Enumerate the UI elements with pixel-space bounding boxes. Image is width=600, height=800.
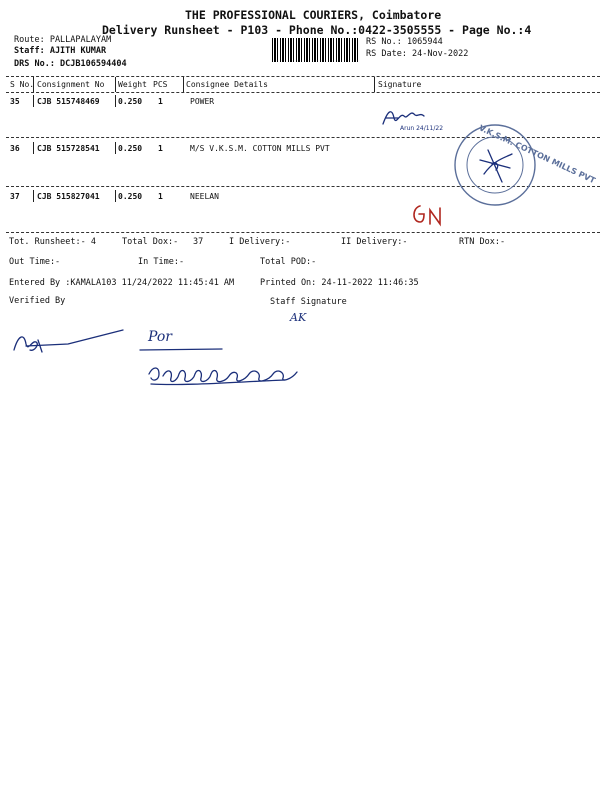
row35-signature-date: Arun 24/11/22 — [400, 125, 444, 132]
row-rule — [6, 232, 600, 233]
stamp-label: V.K.S.M. COTTON MILLS PVT — [477, 123, 597, 186]
cell-weight: 0.250 — [118, 144, 143, 153]
cursive-signature — [145, 360, 305, 390]
column-divider — [183, 77, 184, 92]
cell-consignment: CJB 515827041 — [37, 192, 100, 201]
total-dox-label: Total Dox:- — [122, 237, 179, 247]
cell-pcs: 1 — [158, 144, 163, 153]
cell-consignee: M/S V.K.S.M. COTTON MILLS PVT — [190, 144, 330, 153]
column-header-consignment: Consignment No — [37, 80, 105, 89]
cell-sno: 36 — [10, 144, 20, 153]
cell-sno: 37 — [10, 192, 20, 201]
row-divider — [115, 142, 116, 154]
cell-pcs: 1 — [158, 97, 163, 106]
drs-number: DRS No.: DCJB106594404 — [14, 59, 127, 69]
cell-weight: 0.250 — [118, 192, 143, 201]
row-divider — [115, 190, 116, 202]
row-divider — [33, 95, 34, 107]
column-header-pcs: PCS — [153, 80, 168, 89]
handwritten-underline — [138, 346, 228, 354]
rs-date: RS Date: 24-Nov-2022 — [366, 49, 469, 59]
rtn-dox: RTN Dox:- — [459, 237, 506, 247]
tot-runsheet: Tot. Runsheet:- 4 — [9, 237, 96, 247]
staff-signature-label: Staff Signature — [270, 297, 347, 307]
company-title: THE PROFESSIONAL COURIERS, Coimbatore — [185, 8, 442, 22]
table-top-rule — [6, 76, 600, 77]
total-pod: Total POD:- — [260, 257, 317, 267]
column-header-consignee: Consignee Details — [186, 80, 268, 89]
row-divider — [115, 95, 116, 107]
column-header-weight: Weight — [118, 80, 147, 89]
i-delivery: I Delivery:- — [229, 237, 291, 247]
total-dox-value: 37 — [193, 237, 204, 247]
column-header-sno: S No. — [10, 80, 35, 89]
column-divider — [115, 77, 116, 92]
column-divider — [374, 77, 375, 92]
cell-consignment: CJB 515748469 — [37, 97, 100, 106]
company-stamp — [450, 120, 597, 210]
handwritten-name: Por — [148, 329, 172, 345]
route-label: Route: PALLAPALAYAM — [14, 35, 112, 45]
column-header-signature: Signature — [378, 80, 422, 89]
out-time: Out Time:- — [9, 257, 61, 267]
cell-pcs: 1 — [158, 192, 163, 201]
ii-delivery: II Delivery:- — [341, 237, 408, 247]
row-divider — [33, 142, 34, 154]
barcode — [272, 38, 360, 62]
runsheet-subtitle: Delivery Runsheet - P103 - Phone No.:0422-3505555 - Page No.:4 — [102, 23, 532, 37]
cell-consignment: CJB 515728541 — [37, 144, 100, 153]
cell-consignee: POWER — [190, 97, 215, 106]
staff-initials: AK — [290, 311, 307, 324]
in-time: In Time:- — [138, 257, 185, 267]
verified-signature — [8, 322, 128, 362]
cell-consignee: NEELAN — [190, 192, 219, 201]
row37-mark — [410, 200, 450, 230]
table-header-rule — [6, 92, 600, 93]
entered-by: Entered By :KAMALA103 11/24/2022 11:45:41 AM — [9, 278, 235, 288]
cell-sno: 35 — [10, 97, 20, 106]
staff-label: Staff: AJITH KUMAR — [14, 46, 107, 56]
printed-on: Printed On: 24-11-2022 11:46:35 — [260, 278, 419, 288]
row-divider — [33, 190, 34, 202]
verified-by-label: Verified By — [9, 296, 66, 306]
cell-weight: 0.250 — [118, 97, 143, 106]
row35-signature — [380, 104, 450, 134]
rs-number: RS No.: 1065944 — [366, 37, 443, 47]
